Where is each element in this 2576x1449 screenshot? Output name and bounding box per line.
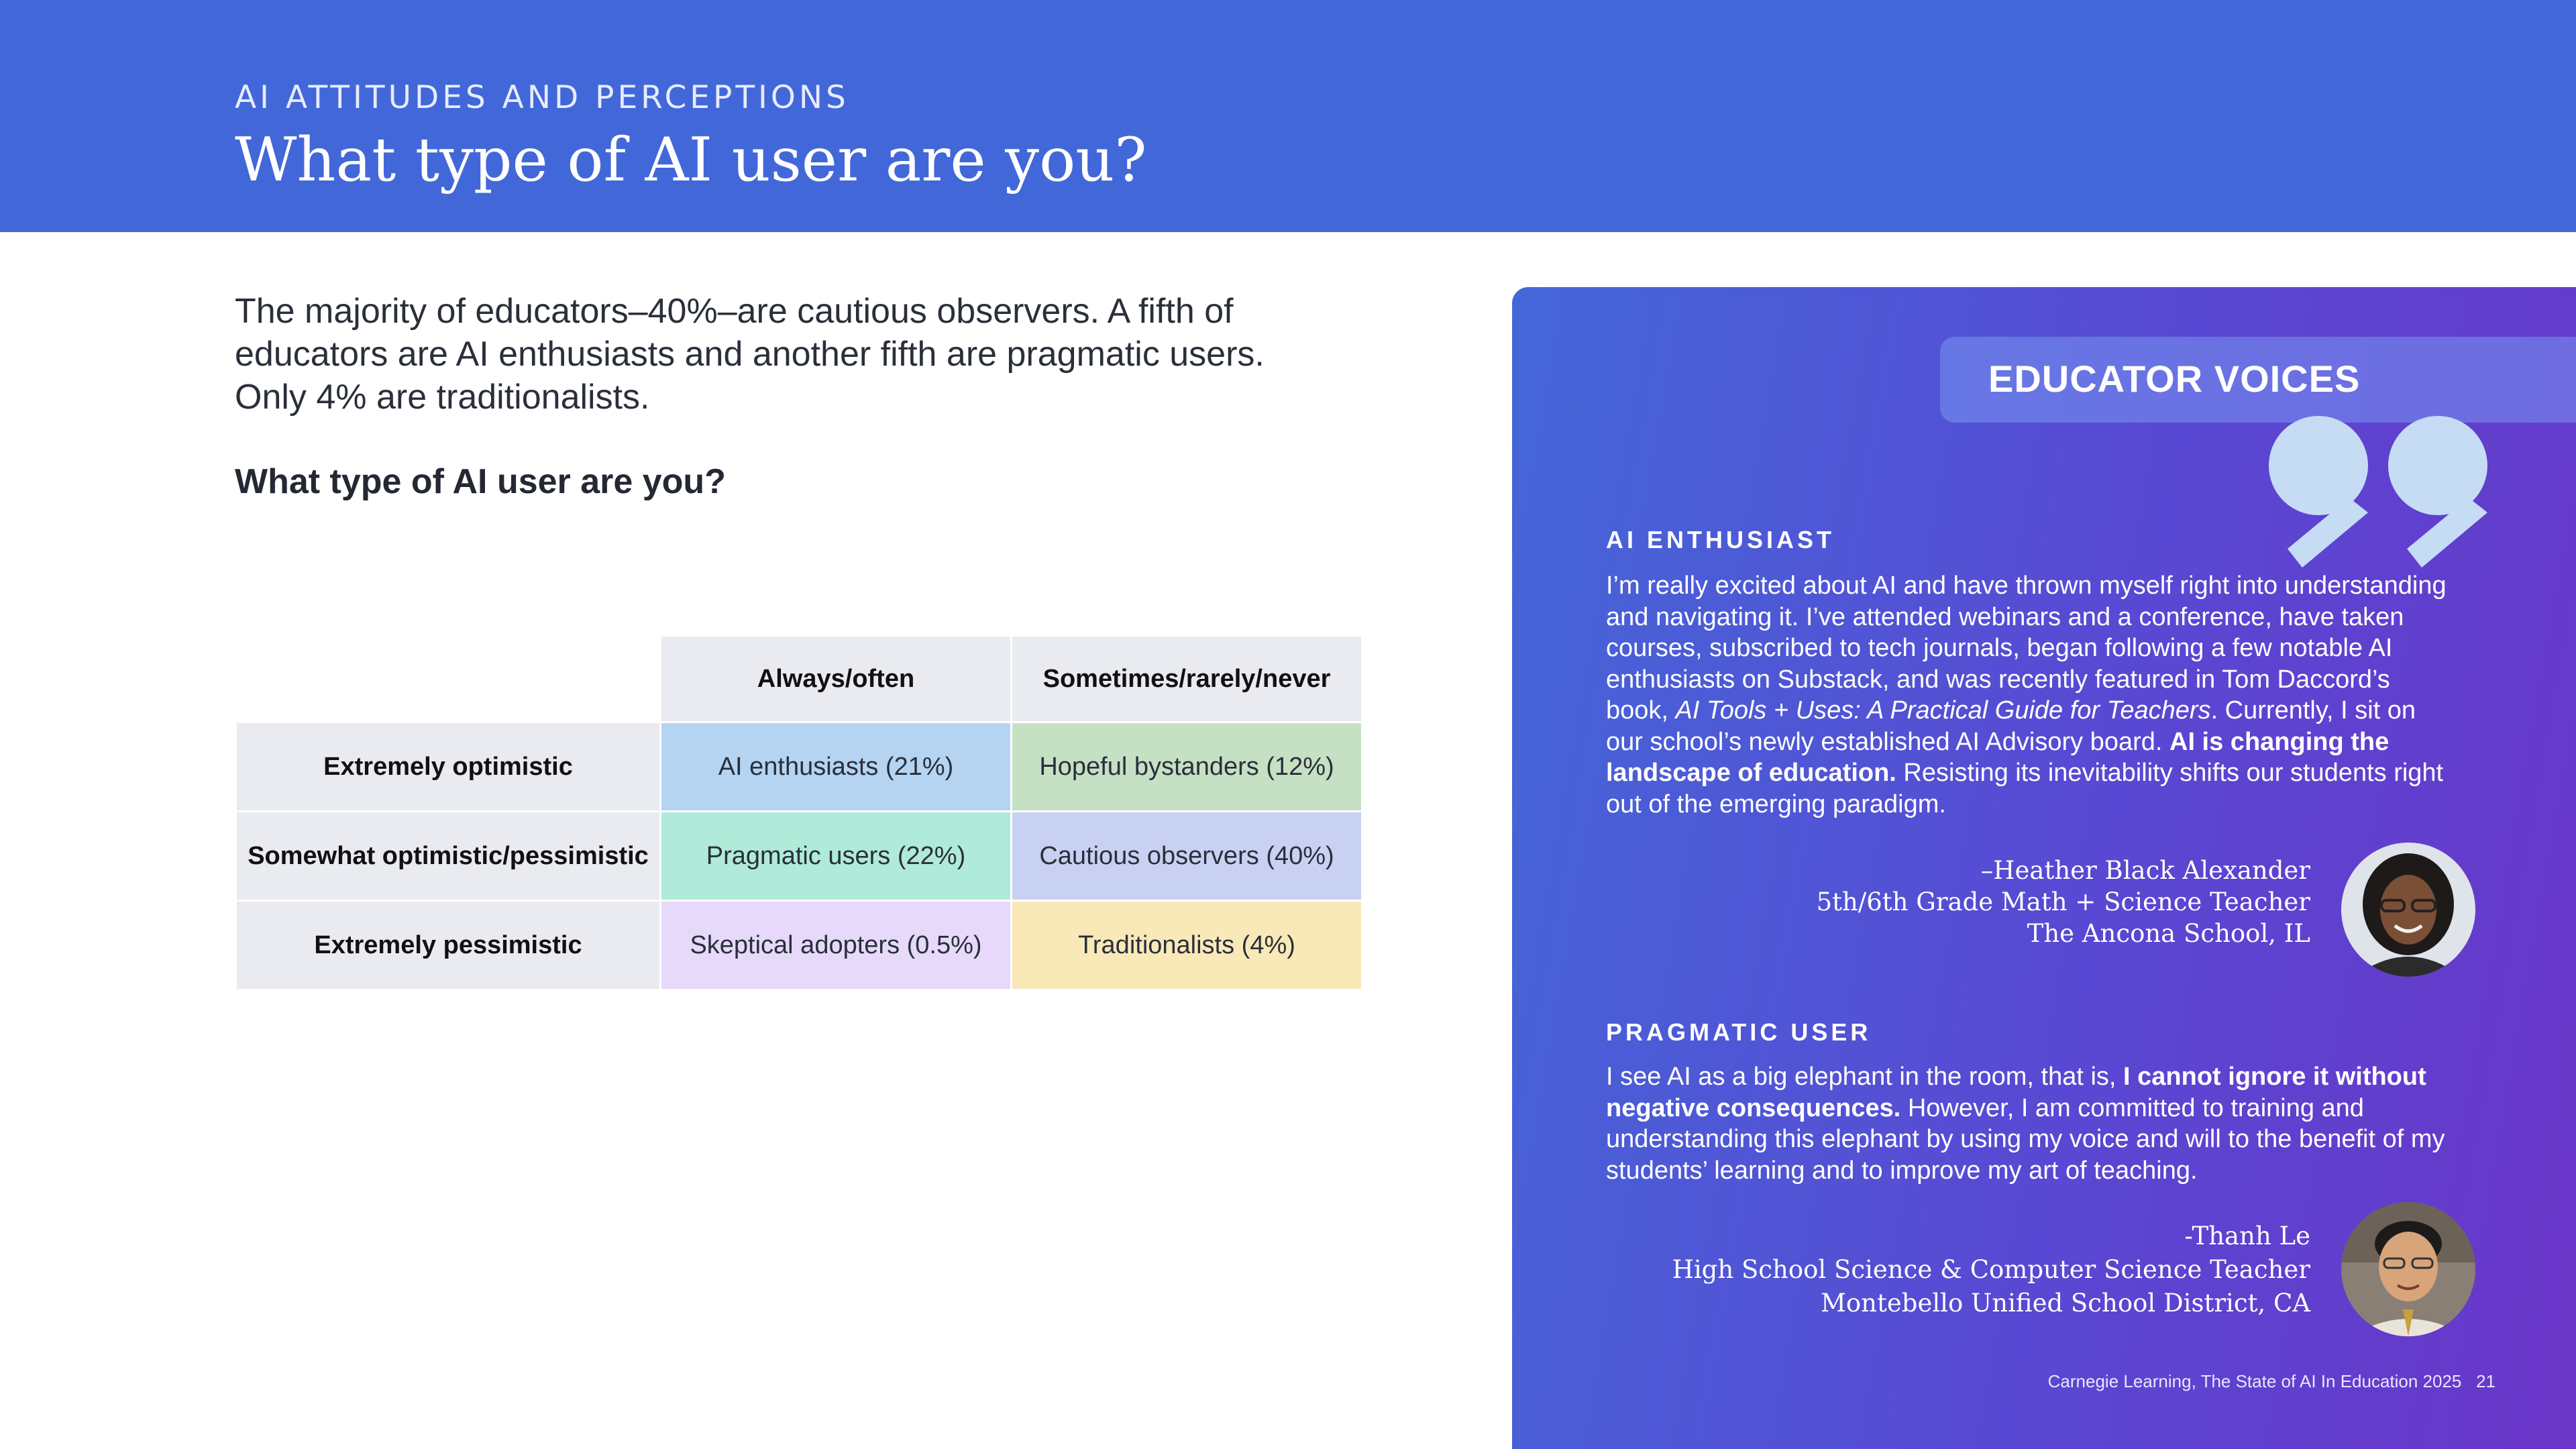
person-photo-icon: [2341, 1202, 2475, 1336]
table-row: [236, 722, 1362, 812]
attribution-role: High School Science & Computer Science Teacher: [1672, 1255, 2310, 1284]
quote-text: I’m really excited about AI and have thrown myself right into understanding and navigating it. I’ve attended webinars and a conference, have taken courses, subscribed to tech journals, began following a few notable AI enthusiasts on Substack, and was recently featured in Tom Daccord’s book,: [1606, 572, 2447, 724]
voice-label-pragmatic-user: PRAGMATIC USER: [1606, 1018, 1872, 1046]
attribution-org: Montebello Unified School District, CA: [1821, 1289, 2310, 1318]
table-cell-hopeful-bystanders: Hopeful bystanders (12%): [1012, 722, 1362, 812]
quote-emphasis: AI is changing the landscape of education.: [1606, 727, 2390, 787]
person-photo-icon: [2341, 843, 2475, 977]
quotation-marks-icon: [2267, 411, 2489, 572]
quote-text: Resisting its inevitability shifts our students right out of the emerging paradigm.: [1606, 759, 2444, 818]
quote-emphasis: I cannot ignore it without negative consequences.: [1606, 1063, 2426, 1122]
table-row: [236, 812, 1362, 901]
row-header: Somewhat optimistic/pessimistic: [236, 812, 661, 901]
attribution-name: –Heather Black Alexander: [1980, 856, 2310, 885]
footer-source: Carnegie Learning, The State of AI In Education 2025: [2047, 1371, 2462, 1391]
column-header: Sometimes/rarely/never: [1012, 636, 1362, 722]
table-cell-cautious-observers: Cautious observers (40%): [1012, 812, 1362, 901]
voice-quote-ai-enthusiast: [1606, 570, 2458, 820]
table-cell-ai-enthusiasts: AI enthusiasts (21%): [661, 722, 1012, 812]
table-row: [236, 901, 1362, 990]
attribution-heather: [1817, 855, 2310, 949]
attribution-org: The Ancona School, IL: [2027, 919, 2310, 948]
table-cell-skeptical-adopters: Skeptical adopters (0.5%): [661, 901, 1012, 990]
page-footer: [2048, 1371, 2496, 1392]
educator-voices-panel: [1512, 287, 2576, 1449]
voice-label-ai-enthusiast: AI ENTHUSIAST: [1606, 526, 1835, 553]
attribution-thanh: [1672, 1220, 2310, 1320]
quote-text: I see AI as a big elephant in the room, that is,: [1606, 1063, 2124, 1091]
table-corner-cell: [236, 636, 661, 722]
table-header-row: [236, 636, 1362, 722]
table-heading: What type of AI user are you?: [235, 462, 726, 501]
row-header: Extremely optimistic: [236, 722, 661, 812]
book-title: AI Tools + Uses: A Practical Guide for Teachers: [1675, 696, 2211, 724]
page-number: 21: [2476, 1371, 2496, 1391]
badge-label: EDUCATOR VOICES: [1988, 358, 2361, 400]
quote-text: . Currently, I sit on our school’s newly established AI Advisory board.: [1606, 696, 2416, 756]
row-header: Extremely pessimistic: [236, 901, 661, 990]
header-banner: [0, 0, 2576, 232]
intro-paragraph: The majority of educators–40%–are cautious observers. A fifth of educators are AI enthusiasts and another fifth are pragmatic users. Only 4% are traditionalists.: [235, 292, 1265, 417]
attribution-name: -Thanh Le: [2184, 1222, 2310, 1250]
section-eyebrow: AI ATTITUDES AND PERCEPTIONS: [235, 79, 849, 116]
attribution-role: 5th/6th Grade Math + Science Teacher: [1816, 888, 2310, 916]
column-header: Always/often: [661, 636, 1012, 722]
ai-user-type-table: [235, 635, 1363, 991]
educator-voices-badge: [1940, 337, 2576, 423]
quote-text: However, I am committed to training and understanding this elephant by using my voice and will to the benefit of my students’ learning and to improve my art of teaching.: [1606, 1093, 2445, 1185]
table-cell-pragmatic-users: Pragmatic users (22%): [661, 812, 1012, 901]
table-cell-traditionalists: Traditionalists (4%): [1012, 901, 1362, 990]
page-title: What type of AI user are you?: [235, 125, 1147, 195]
voice-quote-pragmatic-user: [1606, 1061, 2458, 1186]
